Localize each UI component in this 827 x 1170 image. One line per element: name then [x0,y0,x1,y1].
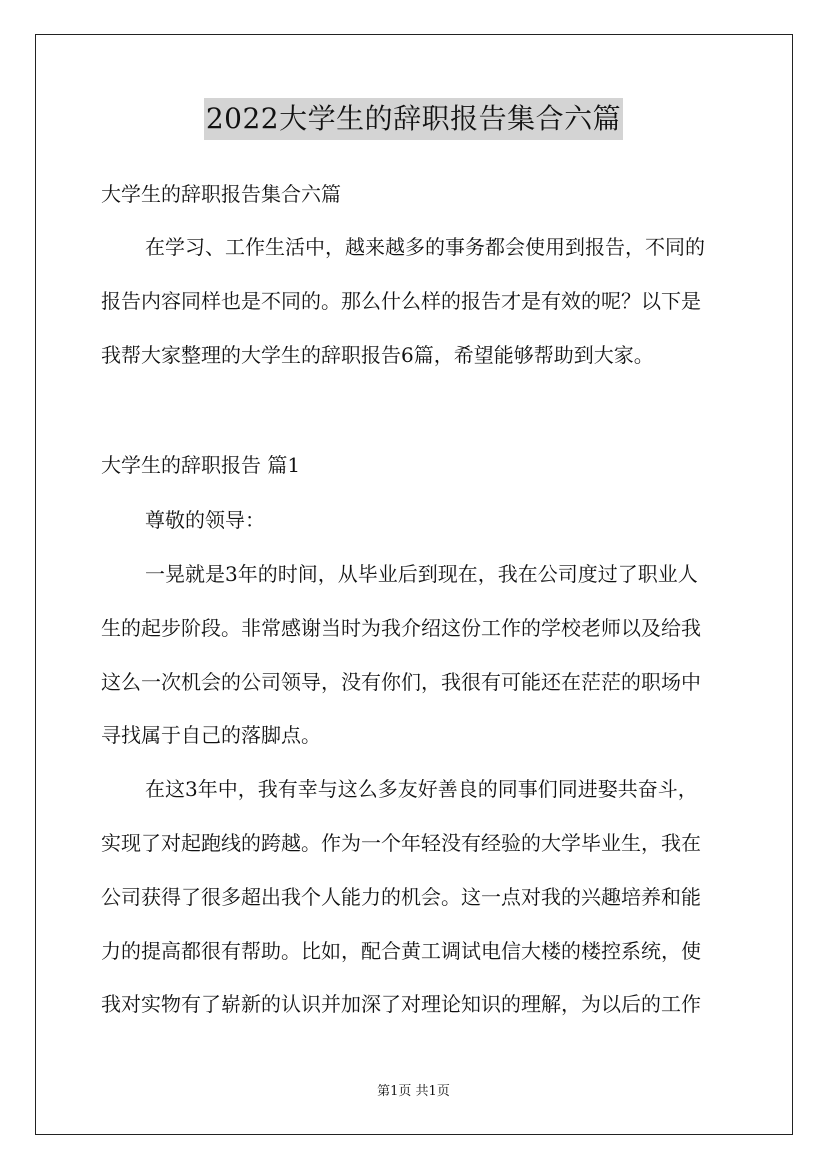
section-heading: 大学生的辞职报告 篇1 [101,453,301,477]
paragraph2-line-5: 我对实物有了崭新的认识并加深了对理论知识的理解，为以后的工作 [101,992,701,1016]
paragraph1-line-4: 寻找属于自己的落脚点。 [101,723,321,747]
salutation: 尊敬的领导： [145,508,265,532]
subtitle: 大学生的辞职报告集合六篇 [101,182,341,206]
paragraph2-line-4: 力的提高都很有帮助。比如，配合黄工调试电信大楼的楼控系统，使 [101,939,701,963]
paragraph2-line-1: 在这3年中，我有幸与这么多友好善良的同事们同进娶共奋斗， [145,777,698,801]
paragraph1-line-1: 一晃就是3年的时间，从毕业后到现在，我在公司度过了职业人 [145,562,698,586]
paragraph2-line-2: 实现了对起跑线的跨越。作为一个年轻没有经验的大学毕业生，我在 [101,831,701,855]
intro-line-2: 报告内容同样也是不同的。那么什么样的报告才是有效的呢？以下是 [101,289,701,313]
document-title: 2022大学生的辞职报告集合六篇 [204,98,623,140]
intro-line-3: 我帮大家整理的大学生的辞职报告6篇，希望能够帮助到大家。 [101,343,654,367]
paragraph2-line-3: 公司获得了很多超出我个人能力的机会。这一点对我的兴趣培养和能 [101,885,701,909]
page-footer: 第1页 共1页 [377,1084,450,1099]
paragraph1-line-3: 这么一次机会的公司领导，没有你们，我很有可能还在茫茫的职场中 [101,670,701,694]
paragraph1-line-2: 生的起步阶段。非常感谢当时为我介绍这份工作的学校老师以及给我 [101,616,701,640]
intro-line-1: 在学习、工作生活中，越来越多的事务都会使用到报告，不同的 [145,235,705,259]
title-container [0,98,827,140]
